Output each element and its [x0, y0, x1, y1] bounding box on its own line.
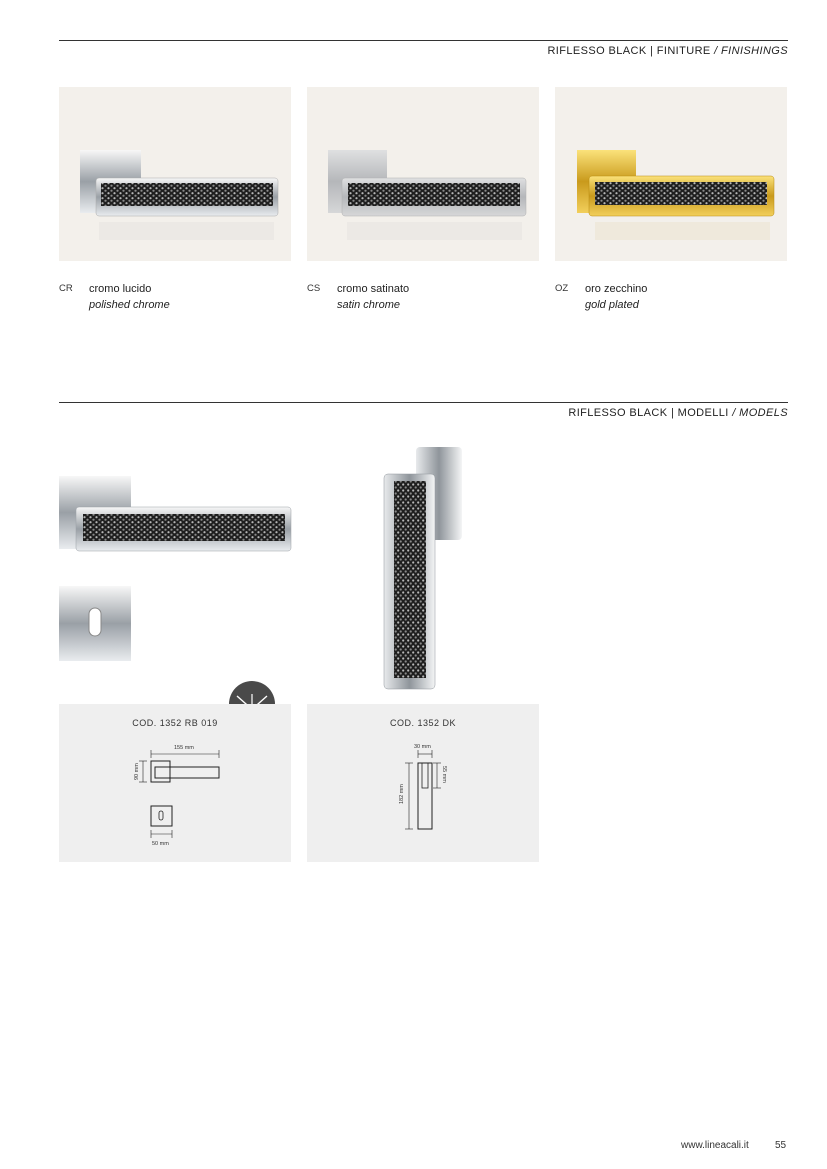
- spec-code-door-lever: COD. 1352 RB 019: [132, 718, 218, 728]
- finish-code-cs: CS: [307, 283, 321, 294]
- dim-handle-width: 30 mm: [414, 744, 431, 750]
- dim-handle-depth: 55 mm: [441, 766, 447, 783]
- finish-code-oz: OZ: [555, 283, 569, 294]
- spec-box-window-handle: [307, 704, 539, 862]
- window-handle-photo: [382, 447, 464, 691]
- dim-handle-height: 182 mm: [399, 784, 405, 804]
- dim-lever-height: 90 mm: [134, 763, 140, 780]
- finish-name-oz: oro zecchino gold plated: [585, 283, 648, 311]
- finish-photo-cr: [59, 87, 291, 261]
- finish-code-cr: CR: [59, 283, 73, 294]
- footer-url-link[interactable]: www.lineacali.it: [681, 1140, 749, 1151]
- finish-photo-oz: [555, 87, 787, 261]
- key-rose-photo: [59, 586, 131, 662]
- spec-box-door-lever: [59, 704, 291, 862]
- finish-name-cs: cromo satinato satin chrome: [337, 283, 410, 311]
- finishes-section-title: RIFLESSO BLACK | FINITURE / FINISHINGS: [547, 45, 788, 57]
- dim-lever-width: 155 mm: [174, 745, 194, 751]
- top-rule: [59, 40, 788, 41]
- door-lever-photo: [59, 476, 295, 556]
- page-number: 55: [775, 1140, 787, 1151]
- finish-photo-cs: [307, 87, 539, 261]
- spec-code-window-handle: COD. 1352 DK: [389, 718, 457, 728]
- dim-rose-width: 50 mm: [152, 841, 169, 847]
- finish-name-cr: cromo lucido polished chrome: [89, 283, 170, 311]
- models-section-title: RIFLESSO BLACK | MODELLI / MODELS: [568, 407, 788, 419]
- models-rule: [59, 402, 788, 403]
